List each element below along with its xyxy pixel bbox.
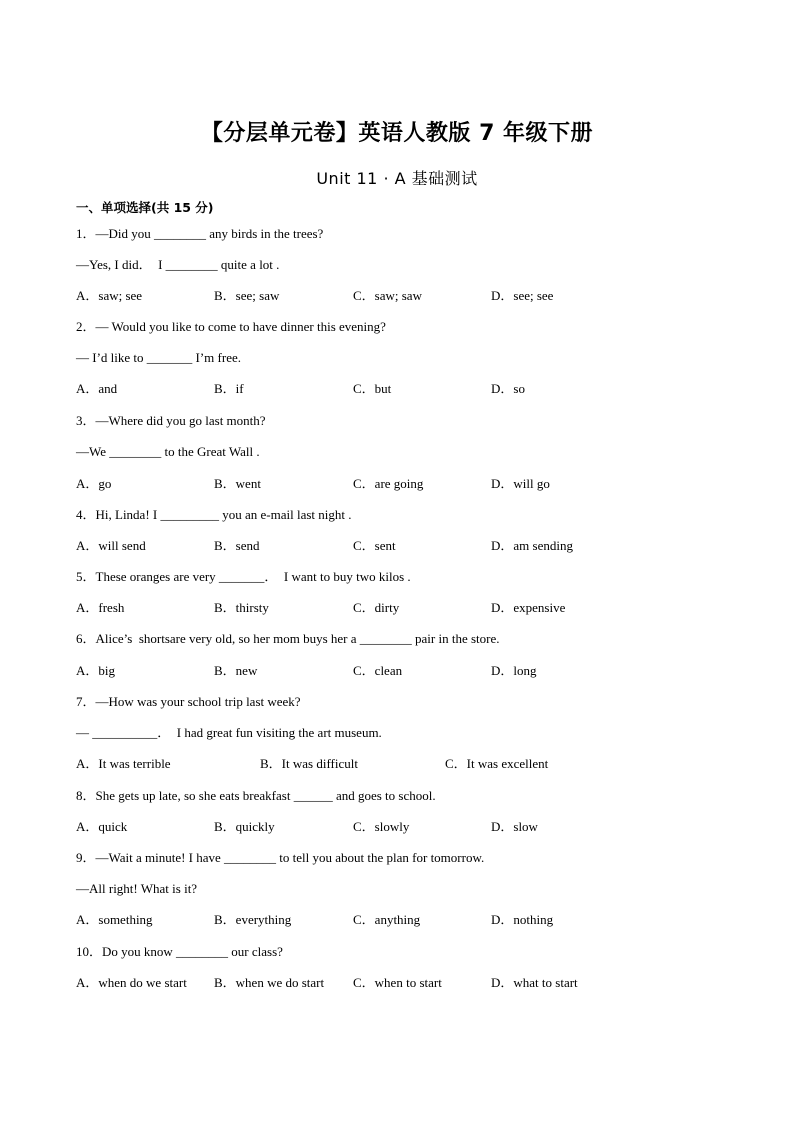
- option-b: B．quickly: [214, 819, 275, 834]
- question-4-stem: 4．Hi, Linda! I _________ you an e-mail last night .: [76, 507, 352, 522]
- question-9-options: [76, 912, 716, 928]
- option-c: C．but: [353, 381, 392, 396]
- option-b: B．It was difficult: [260, 756, 358, 771]
- option-c: C．sent: [353, 538, 396, 553]
- option-c: C．when to start: [353, 975, 442, 990]
- question-6-options: [76, 663, 716, 679]
- option-a: A．go: [76, 476, 112, 491]
- option-b: B．thirsty: [214, 600, 269, 615]
- option-a: A．when do we start: [76, 975, 187, 990]
- question-6-stem: 6．Alice’s shortsare very old, so her mom buys her a ________ pair in the store.: [76, 631, 500, 646]
- option-a: A．fresh: [76, 600, 125, 615]
- option-a: A．and: [76, 381, 118, 396]
- question-9-answer-line: —All right! What is it?: [76, 881, 198, 896]
- question-2-options: [76, 381, 716, 397]
- page-title: 【分层单元卷】英语人教版 7 年级下册: [200, 121, 594, 146]
- question-4-options: [76, 538, 716, 554]
- question-5-stem: 5．These oranges are very _______． I want to buy two kilos .: [76, 569, 411, 584]
- option-d: D．slow: [491, 819, 538, 834]
- option-c: C．are going: [353, 476, 424, 491]
- option-b: B．everything: [214, 912, 292, 927]
- option-b: B．when we do start: [214, 975, 325, 990]
- option-a: A．big: [76, 663, 116, 678]
- option-c: C．saw; saw: [353, 288, 422, 303]
- option-c: C．anything: [353, 912, 421, 927]
- option-b: B．new: [214, 663, 258, 678]
- option-d: D．what to start: [491, 975, 578, 990]
- question-10-options: [76, 975, 716, 991]
- option-d: D．so: [491, 381, 525, 396]
- option-b: B．if: [214, 381, 244, 396]
- option-d: D．will go: [491, 476, 550, 491]
- option-a: A．It was terrible: [76, 756, 171, 771]
- option-b: B．see; saw: [214, 288, 280, 303]
- question-8-options: [76, 819, 716, 835]
- question-3-answer-line: —We ________ to the Great Wall .: [76, 444, 260, 459]
- question-2-stem: 2．— Would you like to come to have dinner this evening?: [76, 319, 386, 334]
- question-1-answer-line: —Yes, I did． I ________ quite a lot .: [76, 257, 280, 272]
- option-c: C．It was excellent: [445, 756, 549, 771]
- option-d: D．expensive: [491, 600, 566, 615]
- option-b: B．went: [214, 476, 261, 491]
- question-1-options: [76, 288, 716, 304]
- option-a: A．saw; see: [76, 288, 143, 303]
- option-a: A．will send: [76, 538, 146, 553]
- option-c: C．slowly: [353, 819, 410, 834]
- option-b: B．send: [214, 538, 260, 553]
- question-7-options: [76, 756, 716, 772]
- option-a: A．quick: [76, 819, 128, 834]
- option-a: A．something: [76, 912, 153, 927]
- option-d: D．nothing: [491, 912, 554, 927]
- question-2-answer-line: — I’d like to _______ I’m free.: [76, 350, 241, 365]
- question-5-options: [76, 600, 716, 616]
- question-7-stem: 7．—How was your school trip last week?: [76, 694, 301, 709]
- section-heading: 一、单项选择(共 15 分): [76, 200, 214, 215]
- question-8-stem: 8．She gets up late, so she eats breakfast ______ and goes to school.: [76, 788, 436, 803]
- option-c: C．dirty: [353, 600, 400, 615]
- option-d: D．long: [491, 663, 537, 678]
- question-7-answer-line: — __________． I had great fun visiting the art museum.: [76, 725, 382, 740]
- question-1-stem: 1．—Did you ________ any birds in the trees?: [76, 226, 324, 241]
- question-10-stem: 10．Do you know ________ our class?: [76, 944, 283, 959]
- option-d: D．am sending: [491, 538, 573, 553]
- page-subtitle: Unit 11 · A 基础测试: [316, 169, 478, 188]
- option-d: D．see; see: [491, 288, 554, 303]
- question-3-stem: 3．—Where did you go last month?: [76, 413, 266, 428]
- question-3-options: [76, 476, 716, 492]
- option-c: C．clean: [353, 663, 403, 678]
- question-9-stem: 9．—Wait a minute! I have ________ to tell you about the plan for tomorrow.: [76, 850, 485, 865]
